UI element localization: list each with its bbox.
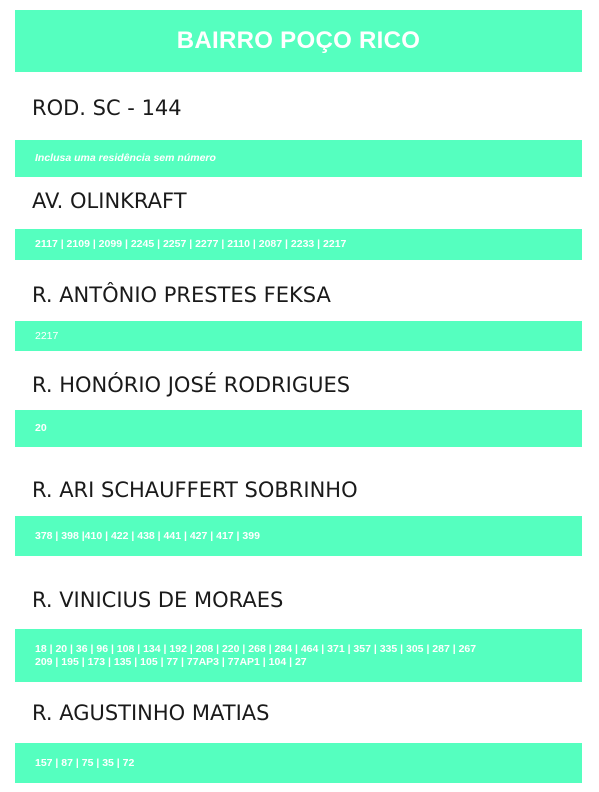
numbers-bar-r-antonio-prestes-feksa [15,321,582,351]
numbers-bar-r-vinicius-de-moraes [15,629,582,682]
numbers-text: Inclusa uma residência sem número [35,152,216,164]
numbers-text: 378 | 398 |410 | 422 | 438 | 441 | 427 | 417 | 399 [35,529,260,542]
page-header [15,10,582,72]
numbers-text: 2117 | 2109 | 2099 | 2245 | 2257 | 2277 | 2110 | 2087 | 2233 | 2217 [35,238,347,250]
numbers-text: 2217 [35,329,59,342]
street-name-r-honorio-jose-rodrigues: R. HONÓRIO JOSÉ RODRIGUES [32,373,351,397]
numbers-bar-r-ari-schauffert-sobrinho [15,516,582,556]
street-name-r-antonio-prestes-feksa: R. ANTÔNIO PRESTES FEKSA [32,283,331,307]
numbers-multiline [35,643,476,669]
numbers-bar-r-honorio-jose-rodrigues [15,410,582,447]
numbers-text-line-1: 18 | 20 | 36 | 96 | 108 | 134 | 192 | 208 | 220 | 268 | 284 | 464 | 371 | 357 | 335 | 305 | 287 | 267 [35,642,477,655]
numbers-bar-av-olinkraft [15,229,582,260]
street-name-r-ari-schauffert-sobrinho: R. ARI SCHAUFFERT SOBRINHO [32,478,358,502]
page-title: BAIRRO POÇO RICO [176,27,421,54]
street-name-r-vinicius-de-moraes: R. VINICIUS DE MORAES [32,588,284,612]
street-name-av-olinkraft: AV. OLINKRAFT [32,189,187,213]
numbers-bar-r-agustinho-matias [15,743,582,783]
street-name-r-agustinho-matias: R. AGUSTINHO MATIAS [32,701,270,725]
street-name-rod-sc-144: ROD. SC - 144 [32,96,182,120]
numbers-text: 20 [35,422,47,434]
numbers-text-line-2: 209 | 195 | 173 | 135 | 105 | 77 | 77AP3 | 77AP1 | 104 | 27 [35,655,307,668]
numbers-text: 157 | 87 | 75 | 35 | 72 [35,756,135,769]
numbers-bar-rod-sc-144 [15,140,582,177]
